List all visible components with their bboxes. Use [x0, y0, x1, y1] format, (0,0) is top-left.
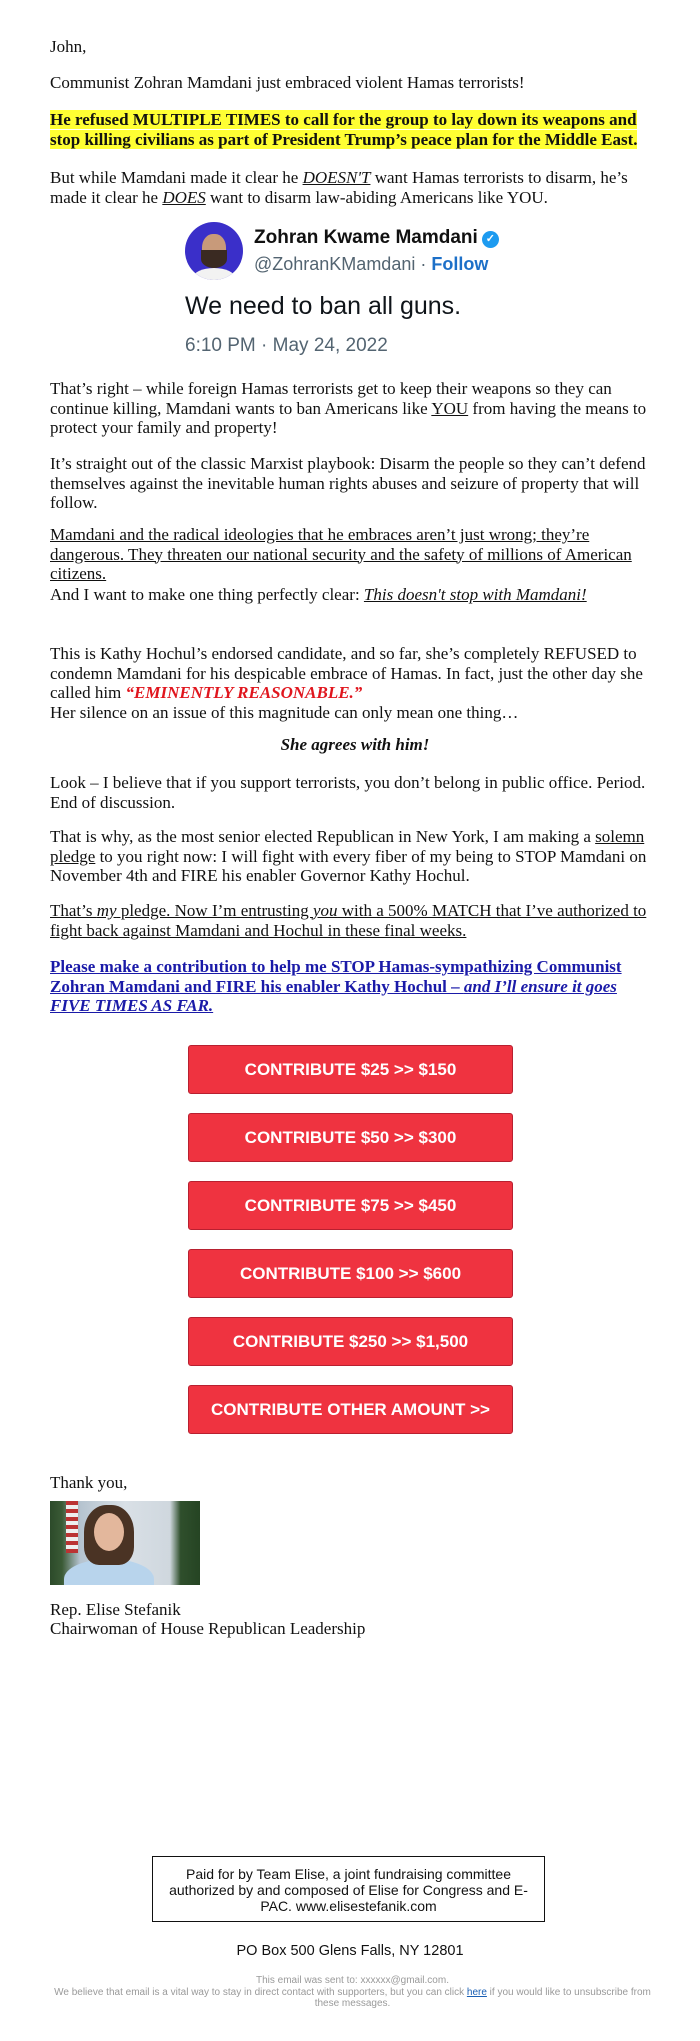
unsubscribe-link[interactable]: here — [466, 1986, 487, 1998]
contribute-link[interactable]: Please make a contribution to help me STOP Hamas-sympathizing Communist Zohran Mamdani and FIRE his enabler Kathy Hochul – and I’ll ensure it goes FIVE TIMES AS FAR. — [50, 957, 622, 1015]
highlighted-text: He refused MULTIPLE TIMES to call for the group to lay down its weapons and stop killing civilians as part of President Trump’s peace plan for the Middle East. — [50, 110, 638, 149]
embedded-tweet-image — [185, 222, 525, 362]
contribute-250-button[interactable]: CONTRIBUTE $250 >> $1,500 — [188, 1317, 513, 1366]
tweet-text: We need to ban all guns. — [185, 292, 462, 320]
paragraph-marxist: It’s straight out of the classic Marxist playbook: Disarm the people so they can’t defend themselves against the inevitable human rights abuses and seizure of property that will follow. — [50, 454, 646, 512]
she-agrees-heading: She agrees with him! — [280, 735, 430, 754]
unsubscribe-notice: This email was sent to: xxxxxx@gmail.com. We believe that email is a vital way to stay in direct contact with supporters, but you can click here if you would like to unsubscribe from these messages. — [50, 1975, 655, 2010]
tweet-handle: @ZohranKMamdani · Follow — [254, 254, 489, 274]
contribute-25-button[interactable]: CONTRIBUTE $25 >> $150 — [188, 1045, 513, 1094]
contribute-other-button[interactable]: CONTRIBUTE OTHER AMOUNT >> — [188, 1385, 513, 1434]
disarm-paragraph: But while Mamdani made it clear he DOESN'T want Hamas terrorists to disarm, he’s made it clear he DOES want to disarm law-abiding Americans like YOU. — [50, 168, 628, 207]
paragraph-pledge: That is why, as the most senior elected Republican in New York, I am making a solemn pledge to you right now: I will fight with every fiber of my being to STOP Mamdani on November 4th and FIRE his enabler Governor Kathy Hochul. — [50, 827, 647, 885]
tweet-author: Zohran Kwame Mamdani ✓ — [254, 228, 499, 248]
mailing-address: PO Box 500 Glens Falls, NY 12801 — [236, 1943, 464, 1959]
paid-for-disclaimer: Paid for by Team Elise, a joint fundraising committee authorized by and composed of Elise for Congress and E-PAC. www.elisestefanik.com — [152, 1856, 545, 1922]
contribute-100-button[interactable]: CONTRIBUTE $100 >> $600 — [188, 1249, 513, 1298]
paragraph-match: That’s my pledge. Now I’m entrusting you with a 500% MATCH that I’ve authorized to fight back against Mamdani and Hochul in these final weeks. — [50, 901, 647, 940]
paragraph-silence: Her silence on an issue of this magnitude can only mean one thing… — [50, 703, 519, 722]
paragraph-look: Look – I believe that if you support terrorists, you don’t belong in public office. Period. End of discussion. — [50, 773, 646, 812]
paragraph-dangerous: Mamdani and the radical ideologies that he embraces aren’t just wrong; they’re dangerous. They threaten our national security and the safety of millions of American citizens. — [50, 525, 632, 583]
signature-title: Chairwoman of House Republican Leadership — [50, 1619, 366, 1638]
follow-link: Follow — [431, 254, 489, 274]
tweet-avatar — [185, 222, 243, 280]
contribute-50-button[interactable]: CONTRIBUTE $50 >> $300 — [188, 1113, 513, 1162]
contribute-75-button[interactable]: CONTRIBUTE $75 >> $450 — [188, 1181, 513, 1230]
signature-name: Rep. Elise Stefanik — [50, 1600, 181, 1619]
signature-photo — [50, 1501, 200, 1585]
intro-paragraph: Communist Zohran Mamdani just embraced violent Hamas terrorists! — [50, 73, 525, 92]
greeting: John, — [50, 37, 87, 56]
tweet-timestamp: 6:10 PM · May 24, 2022 — [185, 335, 388, 356]
signoff: Thank you, — [50, 1473, 128, 1492]
verified-badge-icon: ✓ — [482, 231, 499, 248]
sent-to-text: This email was sent to: xxxxxx@gmail.com. — [256, 1975, 449, 1986]
paragraph-hochul: This is Kathy Hochul’s endorsed candidate, and so far, she’s completely REFUSED to condemn Mamdani for his despicable embrace of Hamas. In fact, just the other day she called him “EMINENTLY REASONABLE.” — [50, 644, 643, 702]
paragraph-clear: And I want to make one thing perfectly clear: This doesn't stop with Mamdani! — [50, 585, 587, 604]
highlight-paragraph — [50, 110, 660, 149]
paragraph-thats-right: That’s right – while foreign Hamas terrorists get to keep their weapons so they can continue killing, Mamdani wants to ban Americans like YOU from having the means to protect your family and property! — [50, 379, 647, 437]
